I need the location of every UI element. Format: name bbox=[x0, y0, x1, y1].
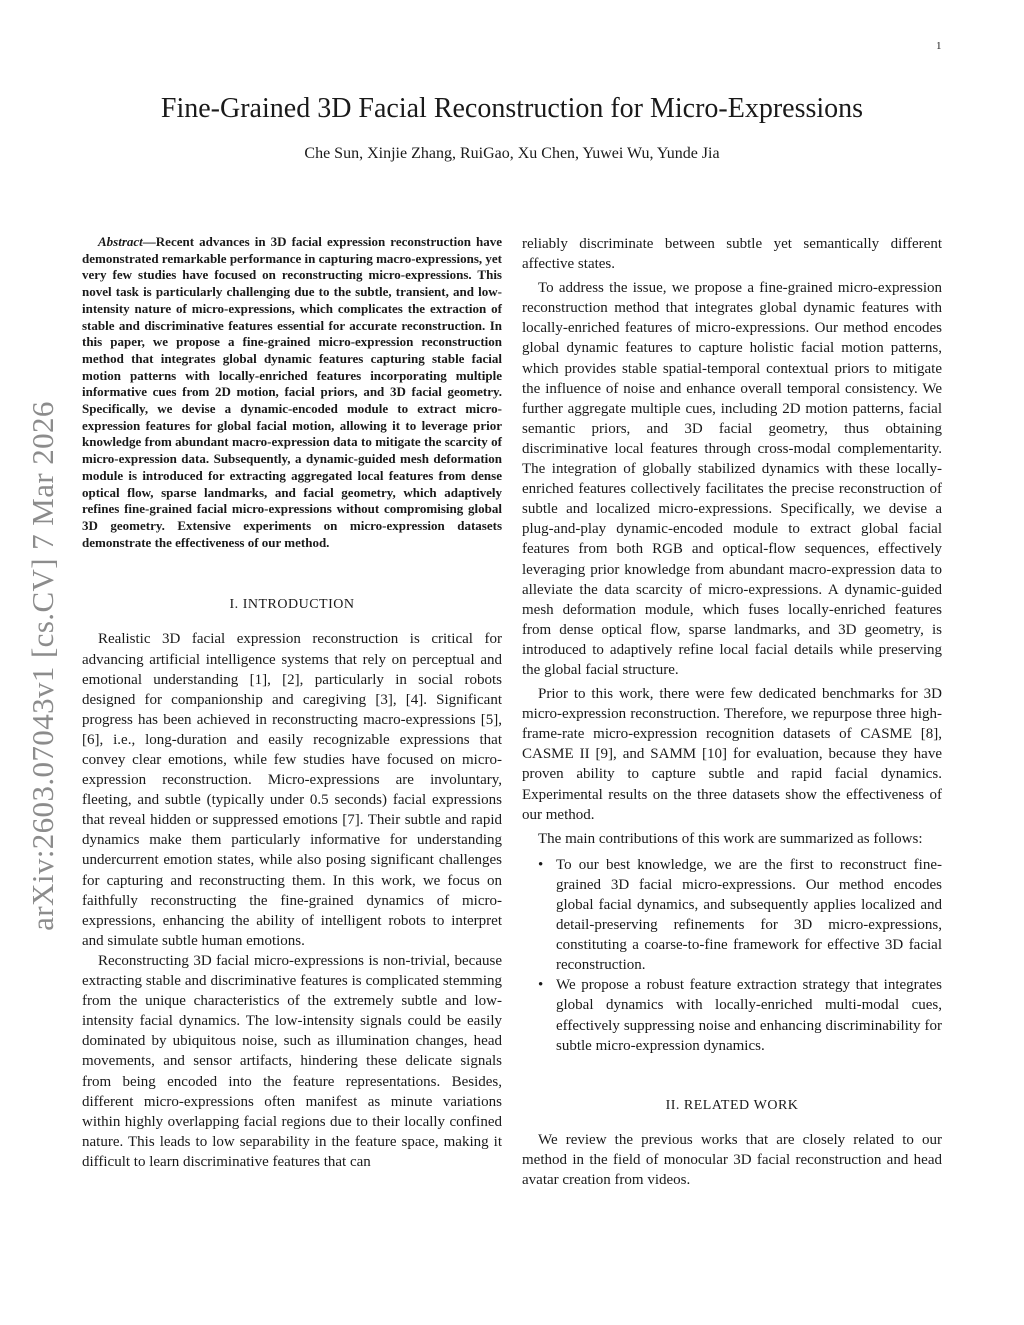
abstract-text: —Recent advances in 3D facial expression reconstruction have demonstrated remarkable performance in capturing macro-expressions, yet very few studies have focused on reconstructing micro-expressions. This novel task is particularly challenging due to the subtle, transient, and low-intensity nature of micro-expressions, which complicates the extraction of stable and discriminative features essential for accurate reconstruction. In this paper, we propose a fine-grained micro-expression reconstruction method that integrates global dynamic features capturing stable facial motion patterns with locally-enriched features incorporating multiple informative cues from 2D motion, facial priors, and 3D facial geometry. Specifically, we devise a dynamic-encoded module to extract micro-expression features for global facial motion, allowing it to leverage prior knowledge from abundant macro-expression data to mitigate the scarcity of micro-expression data. Subsequently, a dynamic-guided mesh deformation module is introduced for extracting aggregated local features from dense optical flow, sparse landmarks, and facial geometry, which adaptively refines fine-grained facial micro-expressions without compromising global 3D geometry. Extensive experiments on micro-expression datasets demonstrate the effectiveness of our method. bbox=[82, 234, 502, 550]
contributions-list bbox=[522, 855, 942, 1056]
list-item: • We propose a robust feature extraction strategy that integrates global dynamics with locally-enriched multi-modal cues, effectively suppressing noise and enhancing discriminability for subtle micro-expression dynamics. bbox=[538, 977, 942, 1054]
related-work-paragraph-1: We review the previous works that are closely related to our method in the field of monocular 3D facial reconstruction and head avatar creation from videos. bbox=[522, 1131, 942, 1189]
section-heading-introduction: I. INTRODUCTION bbox=[229, 597, 355, 613]
list-item: • To our best knowledge, we are the first to reconstruct fine-grained 3D facial micro-expressions. Our method encodes global facial dynamics, and subsequently applies localized and detail-preserving refinements for 3D micro-expressions, constituting a coarse-to-fine framework for effective 3D facial reconstruction. bbox=[538, 856, 942, 974]
page-number: 1 bbox=[936, 40, 942, 52]
author-list: Che Sun, Xinjie Zhang, RuiGao, Xu Chen, Yuwei Wu, Yunde Jia bbox=[304, 145, 720, 162]
intro-paragraph-4: To address the issue, we propose a fine-grained micro-expression reconstruction method that integrates global dynamic features with locally-enriched features of micro-expressions. Our method encodes global dynamic features to capture holistic facial motion patterns, which provides stable spatial-temporal contextual priors to mitigate the influence of noise and enhance overall temporal consistency. We further aggregate multiple cues, including 2D motion patterns, facial semantic priors, and 3D facial geometry, thus obtaining discriminative local features through cross-modal complementarity. The integration of globally stabilized dynamics with these locally-enriched features collectively facilitates the precise reconstruction of subtle and localized micro-expressions. Specifically, we devise a plug-and-play dynamic-encoded module to extract global facial features from both RGB and optical-flow sequences, effectively leveraging prior knowledge from abundant macro-expression data to alleviate the data scarcity of micro-expressions. A dynamic-guided mesh deformation module, which fuses locally-enriched features from dense optical flow, sparse landmarks, and 3D geometry, is introduced to adaptively refine local facial details while preserving the global facial structure. bbox=[522, 280, 942, 678]
left-column bbox=[82, 234, 502, 1172]
bullet-icon: • bbox=[538, 977, 544, 994]
intro-paragraph-3: reliably discriminate between subtle yet semantically different affective states. bbox=[522, 236, 942, 273]
intro-paragraph-1: Realistic 3D facial expression reconstruction is critical for advancing artificial intelligence systems that rely on perceptual and emotional understanding [1], [2], particularly in social robots designed for companionship and caregiving [3], [4]. Significant progress has been achieved in reconstructing macro-expressions [5], [6], i.e., long-duration and easily recognizable expressions that convey clear emotions, while few studies have focused on micro-expression reconstruction. Micro-expressions are involuntary, fleeting, and subtle (typically under 0.5 seconds) facial expressions that reveal hidden or suppressed emotions [7]. Their subtle and rapid dynamics make them particularly informative for understanding undercurrent emotion states, while also posing significant challenges for capturing and reconstructing them. In this work, we focus on faithfully reconstructing the fine-grained dynamics of micro-expressions, enhancing the ability of intelligent robots to interpret and simulate subtle human emotions. bbox=[82, 631, 502, 949]
intro-paragraph-6: The main contributions of this work are summarized as follows: bbox=[538, 830, 923, 847]
section-heading-related-work: II. RELATED WORK bbox=[665, 1097, 799, 1113]
abstract bbox=[82, 234, 502, 551]
section-numeral: II. bbox=[665, 1097, 684, 1113]
intro-paragraph-5: Prior to this work, there were few dedicated benchmarks for 3D micro-expression reconstruction. Therefore, we repurpose three high-frame-rate micro-expression recognition datasets of CASME [8], CASME II [9], and SAMM [10] for evaluation, because they have proven ability to capture subtle and rapid facial dynamics. Experimental results on the three datasets show the effectiveness of our method. bbox=[522, 686, 942, 823]
right-column bbox=[522, 234, 942, 1190]
bullet-icon: • bbox=[538, 856, 544, 873]
paper-title: Fine-Grained 3D Facial Reconstruction for Micro-Expressions bbox=[160, 93, 864, 124]
intro-paragraph-2: Reconstructing 3D facial micro-expressions is non-trivial, because extracting stable and discriminative features is complicated stemming from the unique characteristics of the extremely subtle and low-intensity facial dynamics. The low-intensity signals could be easily dominated by ubiquitous noise, such as illumination changes, head movements, and sensor artifacts, hindering these delicate signals from being encoded into the feature representations. Besides, different micro-expressions often manifest as minute variations within highly overlapping facial regions due to their locally confined nature. This leads to low separability in the feature space, making it difficult to learn discriminative features that can bbox=[82, 952, 502, 1170]
abstract-label: Abstract bbox=[98, 234, 143, 249]
arxiv-identifier-stamp: arXiv:2603.07043v1 [cs.CV] 7 Mar 2026 bbox=[25, 401, 60, 931]
section-numeral: I. bbox=[229, 597, 243, 613]
